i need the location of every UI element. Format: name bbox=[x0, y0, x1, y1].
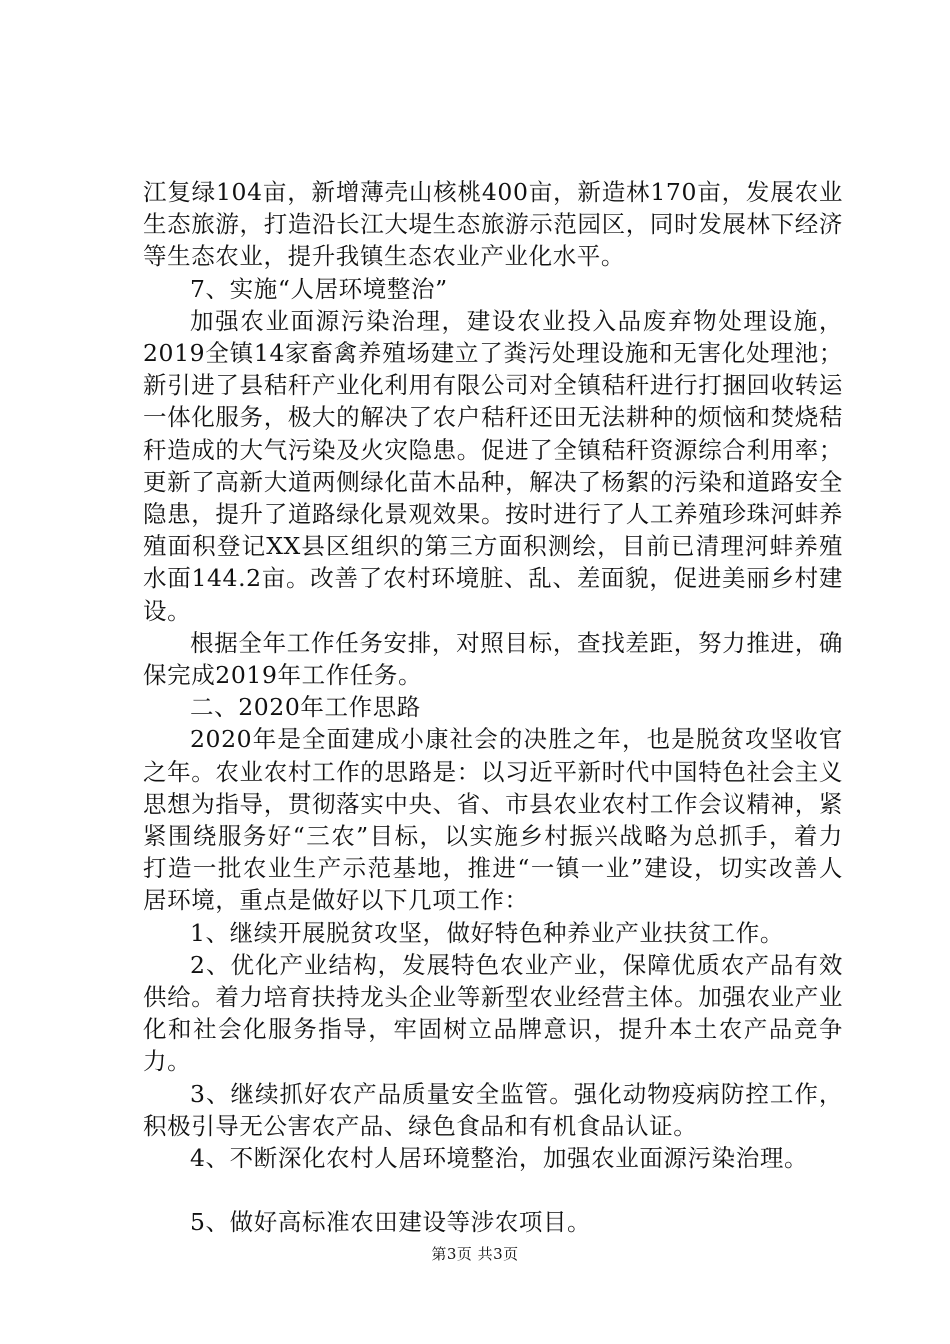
list-item-1: 1、继续开展脱贫攻坚，做好特色种养业产业扶贫工作。 bbox=[190, 918, 784, 947]
section-heading-2020: 二、2020年工作思路 bbox=[190, 693, 421, 722]
list-item-3: 3、继续抓好农产品质量安全监管。强化动物疫病防控工作，积极引导无公害农产品、绿色食品和有机食品认证。 bbox=[143, 1079, 843, 1140]
paragraph-summary-2019: 根据全年工作任务安排，对照目标，查找差距，努力推进，确保完成2019年工作任务。 bbox=[143, 628, 843, 690]
list-item-4: 4、不断深化农村人居环境整治，加强农业面源污染治理。 bbox=[190, 1144, 809, 1173]
list-item-5: 5、做好高标准农田建设等涉农项目。 bbox=[190, 1208, 592, 1237]
document-body bbox=[143, 176, 843, 1239]
paragraph-environment: 加强农业面源污染治理，建设农业投入品废弃物处理设施，2019全镇14家畜禽养殖场建立了粪污处理设施和无害化处理池；新引进了县秸秆产业化利用有限公司对全镇秸秆进行打捆回收转运一体化服务，极大的解决了农户秸秆还田无法耕种的烦恼和焚烧秸秆造成的大气污染及火灾隐患。促进了全镇秸秆资源综合利用率；更新了高新大道两侧绿化苗木品种，解决了杨絮的污染和道路安全隐患，提升了道路绿化景观效果。按时进行了人工养殖珍珠河蚌养殖面积登记XX县区组织的第三方面积测绘，目前已清理河蚌养殖水面144.2亩。改善了农村环境脏、乱、差面貌，促进美丽乡村建设。 bbox=[143, 306, 843, 625]
list-item-2: 2、优化产业结构，发展特色农业产业，保障优质农产品有效供给。着力培育扶持龙头企业等新型农业经营主体。加强农业产业化和社会化服务指导，牢固树立品牌意识，提升本土农产品竞争力。 bbox=[143, 950, 843, 1076]
page-number-footer: 第3页 共3页 bbox=[431, 1245, 519, 1263]
paragraph-2020-overview: 2020年是全面建成小康社会的决胜之年，也是脱贫攻坚收官之年。农业农村工作的思路是：以习近平新时代中国特色社会主义思想为指导，贯彻落实中央、省、市县农业农村工作会议精神，紧紧围绕服务好“三农”目标，以实施乡村振兴战略为总抓手，着力打造一批农业生产示范基地，推进“一镇一业”建设，切实改善人居环境，重点是做好以下几项工作： bbox=[143, 725, 843, 915]
heading-item-7: 7、实施“人居环境整治” bbox=[190, 274, 448, 303]
paragraph-continued: 江复绿104亩，新增薄壳山核桃400亩，新造林170亩，发展农业生态旅游，打造沿长江大堤生态旅游示范园区，同时发展林下经济等生态农业，提升我镇生态农业产业化水平。 bbox=[143, 178, 843, 271]
